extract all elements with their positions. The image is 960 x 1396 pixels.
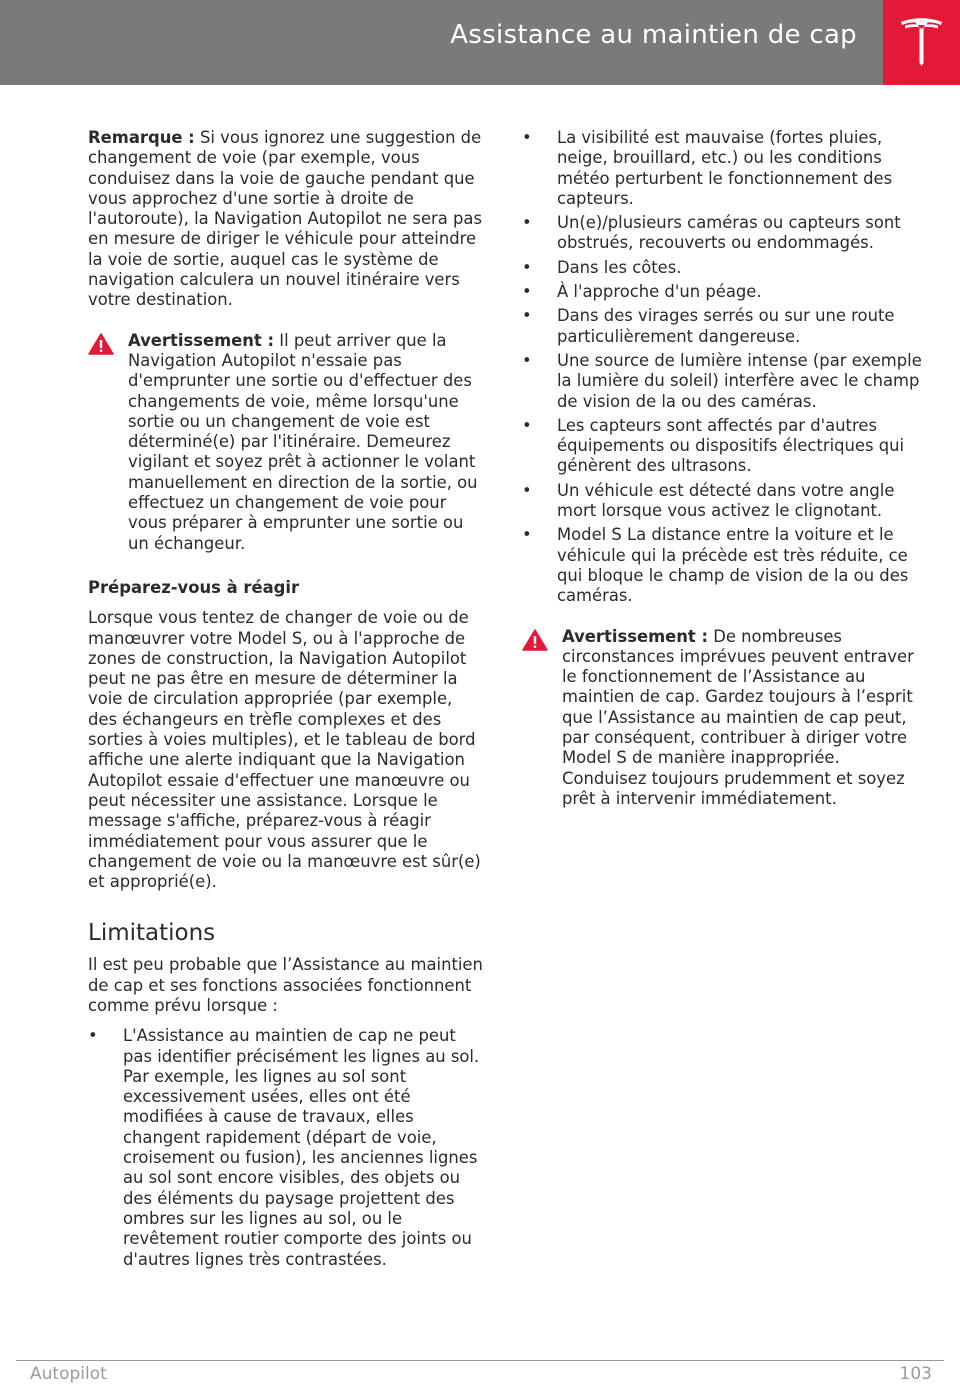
list-item-text: À l'approche d'un péage.: [557, 282, 762, 302]
note-paragraph: [88, 128, 484, 311]
bullet-icon: •: [88, 1026, 98, 1046]
react-paragraph: Lorsque vous tentez de changer de voie ou de manœuvrer votre Model S, ou à l'approche de zones de construction, la Navigation Autopilot peut ne pas être en mesure de déterminer la voie de circulation appropriée (par exemple, des échangeurs en trèfle complexes et des sorties à voies multiples), et le tableau de bord affiche une alerte indiquant que la Navigation Autopilot essaie d'effectuer une manœuvre ou peut nécessiter une assistance. Lorsque le message s'affiche, préparez-vous à réagir immédiatement pour vous assurer que le changement de voie ou la manœuvre est sûr(e) et approprié(e).: [88, 608, 481, 892]
warning-label: Avertissement :: [128, 330, 275, 350]
page-title: Assistance au maintien de cap: [450, 20, 857, 50]
list-item-text: La visibilité est mauvaise (fortes pluies, neige, brouillard, etc.) ou les conditions météo perturbent le fonctionnement des capteurs.: [557, 128, 893, 208]
footer-section-name: Autopilot: [30, 1364, 107, 1384]
warning-autopilot-exit: [88, 331, 484, 554]
warning-text: De nombreuses circonstances imprévues peuvent entraver le fonctionnement de l’Assistance au maintien de cap. Gardez toujours à l’esprit que l’Assistance au maintien de cap peut, par conséquent, contribuer à diriger votre Model S de manière inappropriée. Conduisez toujours prudemment et soyez prêt à intervenir immédiatement.: [562, 626, 914, 808]
list-item-text: Un(e)/plusieurs caméras ou capteurs sont obstrués, recouverts ou endommagés.: [557, 213, 901, 253]
bullet-icon: •: [522, 213, 532, 233]
list-item-text: Une source de lumière intense (par exemple la lumière du soleil) interfère avec le champ de vision de la ou des caméras.: [557, 350, 922, 411]
warning-text: Il peut arriver que la Navigation Autopilot n'essaie pas d'emprunter une sortie ou d'effectuer des changements de voie, même lorsqu'une sortie ou un changement de voie est déterminé(e) par l'itinéraire. Demeurez vigilant et soyez prêt à actionner le volant manuellement en direction de la sortie, ou effectuez un changement de voie pour vous préparer à emprunter une sortie ou un échangeur.: [128, 330, 478, 553]
tesla-logo-icon: [899, 16, 944, 68]
bullet-icon: •: [522, 306, 532, 326]
list-item-text: Model S La distance entre la voiture et le véhicule qui la précède est très réduite, ce qui bloque le champ de vision de la ou des caméras.: [557, 525, 909, 606]
footer-page-number: 103: [899, 1364, 932, 1384]
left-bullet-list: [88, 1026, 484, 1270]
list-item: [522, 525, 922, 606]
list-item: [522, 213, 922, 254]
warning-triangle-icon: [522, 629, 548, 651]
bullet-icon: •: [522, 480, 532, 500]
warning-label: Avertissement :: [562, 626, 709, 646]
warning-paragraph: [562, 627, 922, 810]
list-item-text: Un véhicule est détecté dans votre angle mort lorsque vous activez le clignotant.: [557, 480, 895, 521]
left-column: [88, 128, 484, 1270]
brand-logo-box: [883, 0, 960, 85]
right-column: [522, 128, 922, 809]
list-item: [522, 282, 922, 302]
bullet-icon: •: [522, 257, 532, 277]
list-item: [522, 416, 922, 477]
list-item: [522, 351, 922, 412]
bullet-icon: •: [522, 282, 532, 302]
limitations-heading: Limitations: [88, 920, 216, 947]
list-item: [522, 258, 922, 278]
note-label: Remarque :: [88, 128, 195, 147]
list-item: [522, 306, 922, 347]
react-subheading: Préparez-vous à réagir: [88, 577, 300, 597]
bullet-icon: •: [522, 350, 532, 370]
bullet-icon: •: [522, 415, 532, 435]
warning-unforeseen-circumstances: [522, 627, 922, 810]
page-header: [0, 0, 883, 85]
limitations-intro: Il est peu probable que l’Assistance au maintien de cap et ses fonctions associées fonctionnent comme prévu lorsque :: [88, 955, 483, 1015]
list-item: [522, 128, 922, 209]
list-item: [88, 1026, 484, 1270]
warning-triangle-icon: [88, 333, 114, 355]
warning-paragraph: [128, 331, 484, 554]
list-item-text: Dans les côtes.: [557, 257, 682, 277]
list-item-text: Dans des virages serrés ou sur une route particulièrement dangereuse.: [557, 306, 895, 346]
right-bullet-list: [522, 128, 922, 607]
list-item-text: L'Assistance au maintien de cap ne peut pas identifier précisément les lignes au sol. Par exemple, les lignes au sol sont excessivement usées, elles ont été modifiées à cause de travaux, elles changent rapidement (départ de voie, croisement ou fusion), les anciennes lignes au sol sont encore visibles, des objets ou des éléments du paysage projettent des ombres sur les lignes au sol, ou le revêtement routier comporte des joints ou d'autres lignes très contrastées.: [123, 1026, 480, 1269]
bullet-icon: •: [522, 525, 532, 545]
list-item-text: Les capteurs sont affectés par d'autres équipements ou dispositifs électriques qui génèrent des ultrasons.: [557, 415, 905, 476]
note-text: Si vous ignorez une suggestion de changement de voie (par exemple, vous conduisez dans la voie de gauche pendant que vous approchez d'une sortie à droite de l'autoroute), la Navigation Autopilot ne sera pas en mesure de diriger le véhicule pour atteindre la voie de sortie, auquel cas le système de navigation calculera un nouvel itinéraire vers votre destination.: [88, 128, 483, 310]
bullet-icon: •: [522, 128, 532, 147]
list-item: [522, 481, 922, 522]
footer-divider: [16, 1360, 944, 1361]
